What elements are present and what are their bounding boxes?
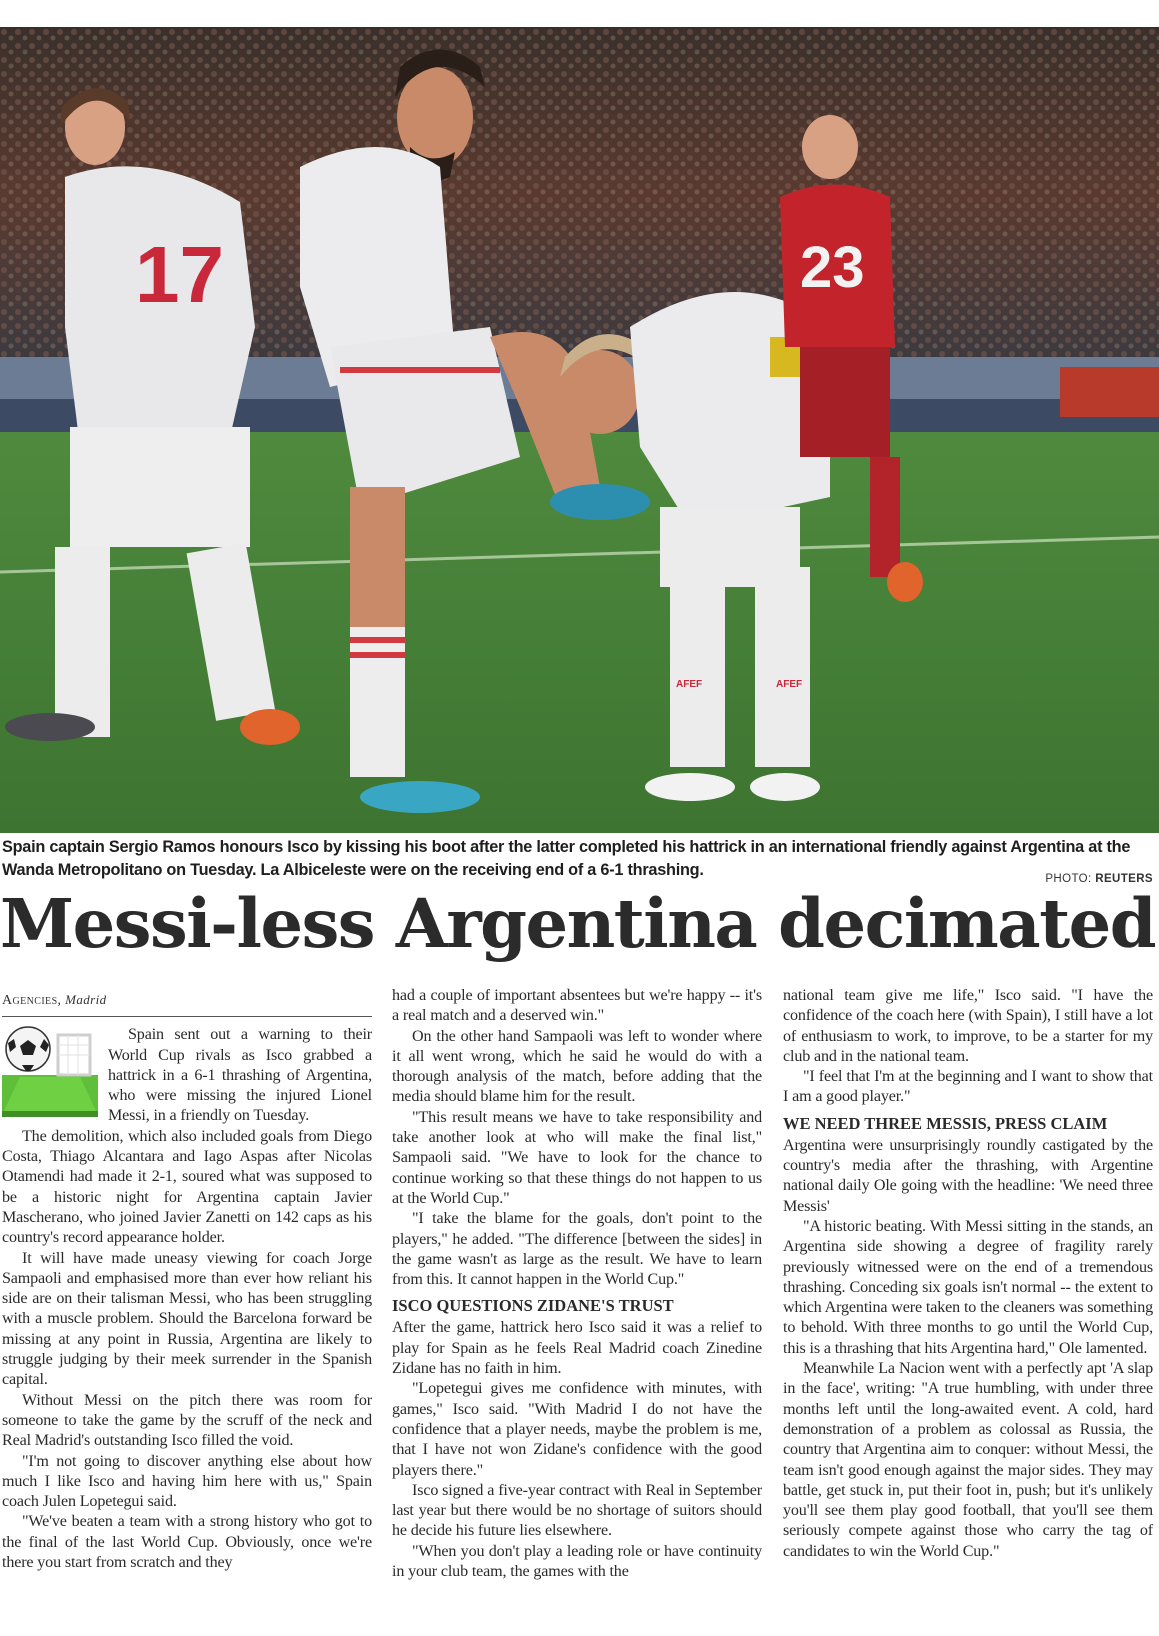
- paragraph: After the game, hattrick hero Isco said it was a relief to play for Spain as he feels Real Madrid coach Zinedine Zidane has no faith in him.: [392, 1319, 762, 1378]
- paragraph: "This result means we have to take responsibility and take another look at who will make the final list," Sampaoli said. "We have to look for the chance to continue working so that these things do not happen to us at the World Cup.": [392, 1108, 762, 1207]
- byline: [2, 990, 372, 1017]
- paragraph: "I'm not going to discover anything else about how much I like Isco and having him here with us," Spain coach Julen Lopetegui said.: [2, 1452, 372, 1511]
- paragraph: Spain sent out a warning to their World Cup rivals as Isco grabbed a hattrick in a 6-1 thrashing of Argentina, who were missing the injured Lionel Messi, in a friendly on Tuesday.: [108, 1026, 372, 1125]
- paragraph: had a couple of important absentees but we're happy -- it's a real match and a deserved win.": [392, 987, 762, 1025]
- credit-label: PHOTO:: [1045, 873, 1092, 885]
- paragraph: national team give me life," Isco said. "I have the confidence of the coach here (with Spain), I still have a lot of enthusiasm to work, to improve, to be a starter for my club and in the national team.: [783, 987, 1153, 1065]
- sponsor-mark-left: AFEF: [676, 679, 703, 690]
- paragraph: "When you don't play a leading role or have continuity in your club team, the games with the: [392, 1542, 762, 1581]
- byline-place: Madrid: [65, 992, 107, 1007]
- article-column-2: [392, 986, 762, 1582]
- subheading-three-messis: WE NEED THREE MESSIS, PRESS CLAIM: [783, 1113, 1108, 1133]
- paragraph: "A historic beating. With Messi sitting in the stands, an Argentina side showing a degree of fragility rarely previously witnessed were on the end of a tremendous thrashing. Conceding six goals isn't normal -- the extent to which Argentina were taken to the cleaners was something to behold. With three months to go until the World Cup, this is a thrashing that hits Argentina hard," Ole lamented.: [783, 1217, 1153, 1357]
- subheading-isco-trust: ISCO QUESTIONS ZIDANE'S TRUST: [392, 1296, 674, 1316]
- sponsor-mark-right: AFEF: [776, 679, 803, 690]
- article-column-1: [2, 990, 372, 1573]
- paragraph: Meanwhile La Nacion went with a perfectly apt 'A slap in the face', writing: "A true humbling, with under three months left until the long-awaited event. A cold, hard demonstration of a problem as colossal as Russia, the country that Argentina aim to conquer: without Messi, the team isn't good enough against the major sides. They may battle, get stuck in, put their foot in, push; but it's unlikely you'll see them play good football, that you'll see them seriously compete against those who carry the tag of candidates to win the World Cup.": [783, 1360, 1153, 1560]
- jersey-number-17: 17: [135, 230, 224, 319]
- paragraph: "We've beaten a team with a strong history who got to the final of the last World Cup. Obviously, once we're there you start from scratch and they: [2, 1513, 372, 1572]
- jersey-number-23: 23: [800, 235, 865, 300]
- paragraph: Argentina were unsurprisingly roundly castigated by the country's media after the thrashing, with Argentine national daily Ole going with the headline: 'We need three Messis': [783, 1136, 1153, 1215]
- credit-source: REUTERS: [1095, 873, 1153, 885]
- paragraph: "I feel that I'm at the beginning and I want to show that I am a good player.": [783, 1068, 1153, 1106]
- match-photo: [0, 27, 1159, 833]
- paragraph: "I take the blame for the goals, don't point to the players," he added. "The difference [between the sides] in the game wasn't as large as the result. We have to learn from this. It cannot happen in the World Cup.": [392, 1210, 762, 1289]
- football-goal-icon: [0, 1025, 100, 1117]
- paragraph: Without Messi on the pitch there was room for someone to take the game by the scruff of the neck and Real Madrid's outstanding Isco filled the void.: [2, 1391, 372, 1450]
- paragraph: On the other hand Sampaoli was left to wonder where it all went wrong, which he said he would do with a thorough analysis of the match, before adding that the media should blame him for the result.: [392, 1027, 762, 1106]
- article-column-3: [783, 986, 1153, 1562]
- paragraph: Isco signed a five-year contract with Real in September last year but there would be no shortage of suitors should he decide his future lies elsewhere.: [392, 1481, 762, 1540]
- headline: Messi-less Argentina decimated: [0, 884, 1156, 963]
- byline-agency: Agencies,: [2, 993, 62, 1008]
- paragraph: The demolition, which also included goals from Diego Costa, Thiago Alcantara and Iago Aspas after Nicolas Otamendi had made it 2-1, soured what was supposed to be a historic night for Argentina captain Javier Mascherano, who joined Javier Zanetti on 142 caps as his country's record appearance holder.: [2, 1127, 372, 1247]
- photo-caption: Spain captain Sergio Ramos honours Isco by kissing his boot after the latter completed his hattrick in an international friendly against Argentina at the Wanda Metropolitano on Tuesday. La Albiceleste were on the receiving end of a 6-1 thrashing.: [2, 838, 1131, 879]
- paragraph: It will have made uneasy viewing for coach Jorge Sampaoli and emphasised more than ever how reliant his side are on their talisman Messi, who has been struggling with a muscle problem. Should the Barcelona forward be missing at any point in Russia, Argentina are likely to struggle judging by their meek surrender in the Spanish capital.: [2, 1249, 372, 1389]
- paragraph: "Lopetegui gives me confidence with minutes, with games," Isco said. "With Madrid I do not have the confidence that a player needs, maybe the problem is me, that I have not won Zidane's confidence with the good players there.": [392, 1380, 762, 1479]
